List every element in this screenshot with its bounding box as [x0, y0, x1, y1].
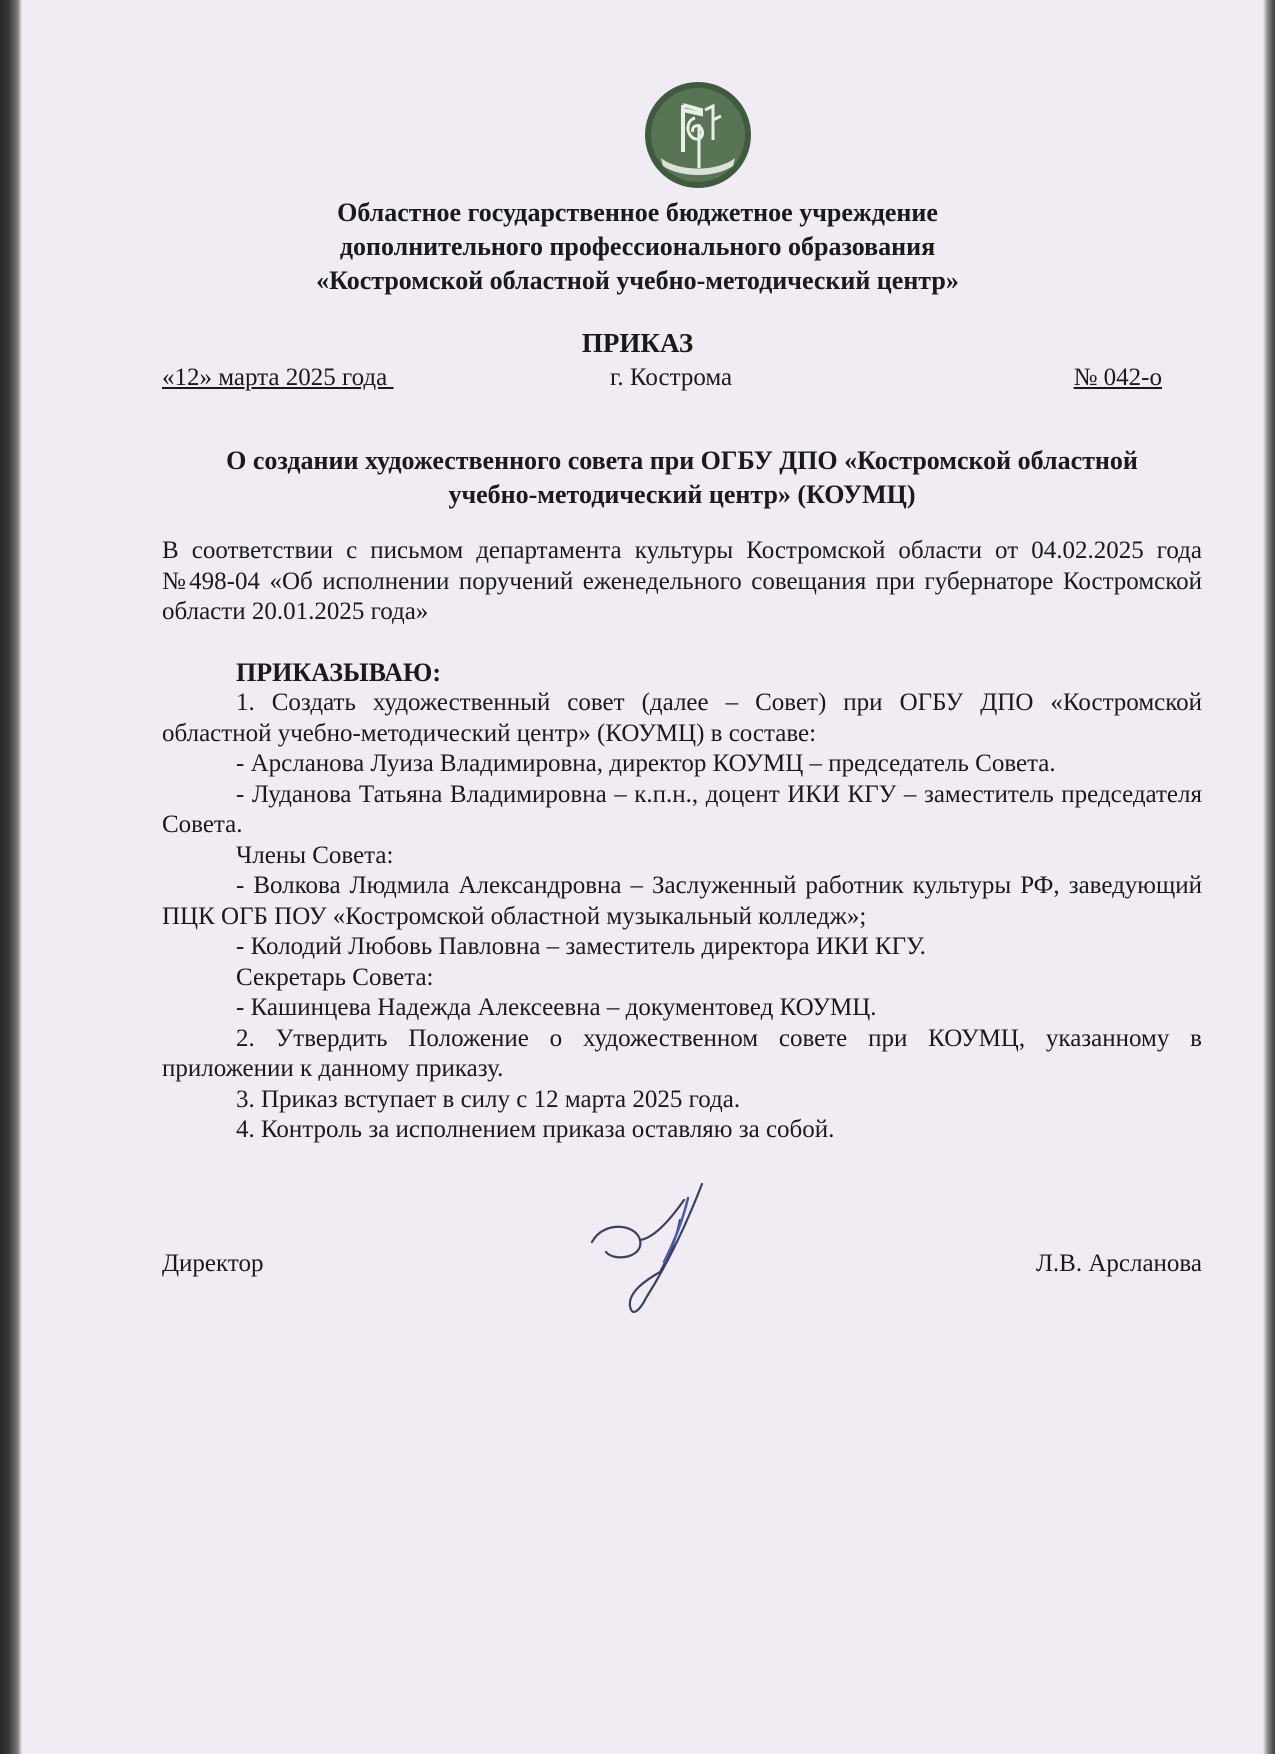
institution-header: [0, 196, 1275, 298]
council-member-1: - Волкова Людмила Александровна – Заслуженный работник культуры РФ, заведующий ПЦК ОГБ ПОУ «Костромской областной музыкальный колледж»;: [162, 872, 1202, 930]
item-2: 2. Утвердить Положение о художественном совете при КОУМЦ, указанному в приложении к данному приказу.: [162, 1024, 1202, 1082]
header-line-3: «Костромской областной учебно-методический центр»: [316, 266, 959, 295]
signatory-position: Директор: [162, 1250, 264, 1277]
organization-logo: [643, 80, 753, 190]
members-label: Члены Совета:: [236, 841, 394, 869]
subject-line-1: О создании художественного совета при ОГБУ ДПО «Костромской областной: [226, 446, 1138, 475]
signature-row: [162, 1250, 1202, 1284]
council-member-2: - Колодий Любовь Павловна – заместитель директора ИКИ КГУ.: [236, 933, 926, 960]
preamble-paragraph: В соответствии с письмом департамента культуры Костромской области от 04.02.2025 года №498-04 «Об исполнении поручений еженедельного совещания при губернаторе Костромской области 20.01.2025 года»: [162, 537, 1202, 625]
order-city: г. Кострома: [610, 364, 733, 391]
order-word: ПРИКАЗЫВАЮ:: [236, 657, 441, 687]
item-4: 4. Контроль за исполнением приказа оставляю за собой.: [236, 1116, 835, 1143]
order-subject: [162, 444, 1202, 512]
signatory-name: Л.В. Арсланова: [1035, 1250, 1202, 1277]
order-number: № 042-о: [1073, 364, 1162, 391]
council-vice-chair: - Луданова Татьяна Владимировна – к.п.н., доцент ИКИ КГУ – заместитель председателя Совета.: [162, 780, 1202, 838]
header-line-1: Областное государственное бюджетное учреждение: [337, 198, 938, 227]
header-line-2: дополнительного профессионального образования: [339, 232, 936, 261]
council-secretary: - Кашинцева Надежда Алексеевна – документовед КОУМЦ.: [236, 994, 877, 1021]
order-date: «12» марта 2025 года: [162, 364, 394, 391]
secretary-label: Секретарь Совета:: [236, 963, 434, 991]
order-body: [162, 536, 1202, 1146]
subject-line-2: учебно-методический центр» (КОУМЦ): [448, 480, 916, 509]
item-1: 1. Создать художественный совет (далее – Совет) при ОГБУ ДПО «Костромской областной учебно-методический центр» (КОУМЦ) в составе:: [162, 689, 1202, 747]
item-3: 3. Приказ вступает в силу с 12 марта 2025 года.: [236, 1085, 741, 1113]
council-chair: - Арсланова Луиза Владимировна, директор КОУМЦ – председатель Совета.: [236, 750, 1056, 777]
order-meta-row: [162, 364, 1162, 398]
order-title: ПРИКАЗ: [581, 328, 694, 358]
